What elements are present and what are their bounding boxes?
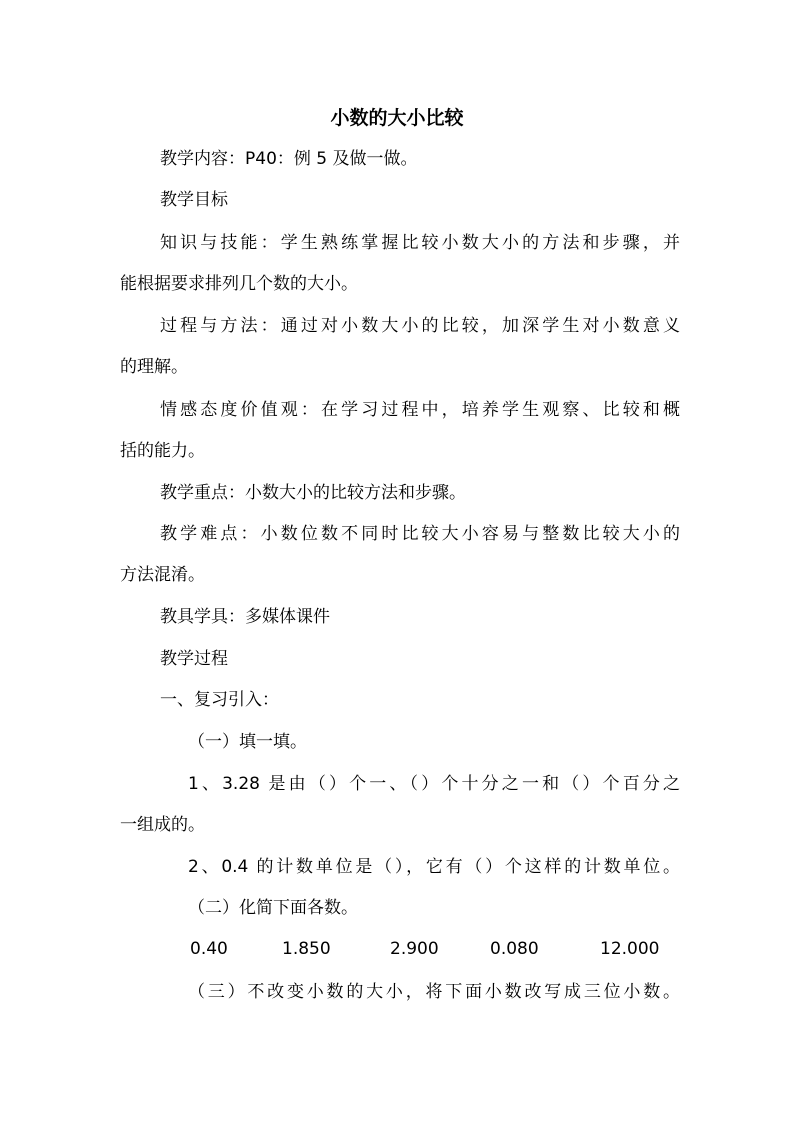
- goal-process-line2: 的理解。: [120, 357, 188, 377]
- question2: 2、0.4 的计数单位是（），它有（）个这样的计数单位。: [188, 857, 680, 877]
- section-review: 一、复习引入：: [160, 690, 279, 710]
- question1-line1: 1、3.28 是由（）个一、（）个十分之一和（）个百分之: [188, 774, 680, 794]
- number-item: 0.080: [490, 939, 539, 959]
- goal-knowledge-line2: 能根据要求排列几个数的大小。: [120, 274, 358, 294]
- process-heading: 教学过程: [160, 649, 228, 669]
- goal-process-line1: 过程与方法：通过对小数大小的比较，加深学生对小数意义: [160, 316, 680, 336]
- part-simplify: （二）化简下面各数。: [188, 898, 358, 918]
- number-item: 12.000: [600, 939, 660, 959]
- goal-emotion-line2: 括的能力。: [120, 441, 205, 461]
- part-fill-in: （一）填一填。: [188, 732, 307, 752]
- question1-line2: 一组成的。: [120, 815, 205, 835]
- page-title: 小数的大小比较: [330, 107, 464, 129]
- goals-heading: 教学目标: [160, 190, 228, 210]
- goal-knowledge-line1: 知识与技能：学生熟练掌握比较小数大小的方法和步骤，并: [160, 233, 680, 253]
- number-item: 2.900: [390, 939, 439, 959]
- teaching-tools: 教具学具：多媒体课件: [160, 607, 330, 627]
- number-item: 0.40: [190, 939, 228, 959]
- teaching-content: 教学内容：P40：例 5 及做一做。: [160, 149, 418, 169]
- part-rewrite: （三）不改变小数的大小，将下面小数改写成三位小数。: [188, 982, 680, 1002]
- difficulty-line2: 方法混淆。: [120, 565, 205, 585]
- goal-emotion-line1: 情感态度价值观：在学习过程中，培养学生观察、比较和概: [160, 400, 680, 420]
- difficulty-line1: 教学难点：小数位数不同时比较大小容易与整数比较大小的: [160, 524, 680, 544]
- number-item: 1.850: [282, 939, 331, 959]
- key-point: 教学重点：小数大小的比较方法和步骤。: [160, 483, 466, 503]
- numbers-row: [190, 935, 670, 963]
